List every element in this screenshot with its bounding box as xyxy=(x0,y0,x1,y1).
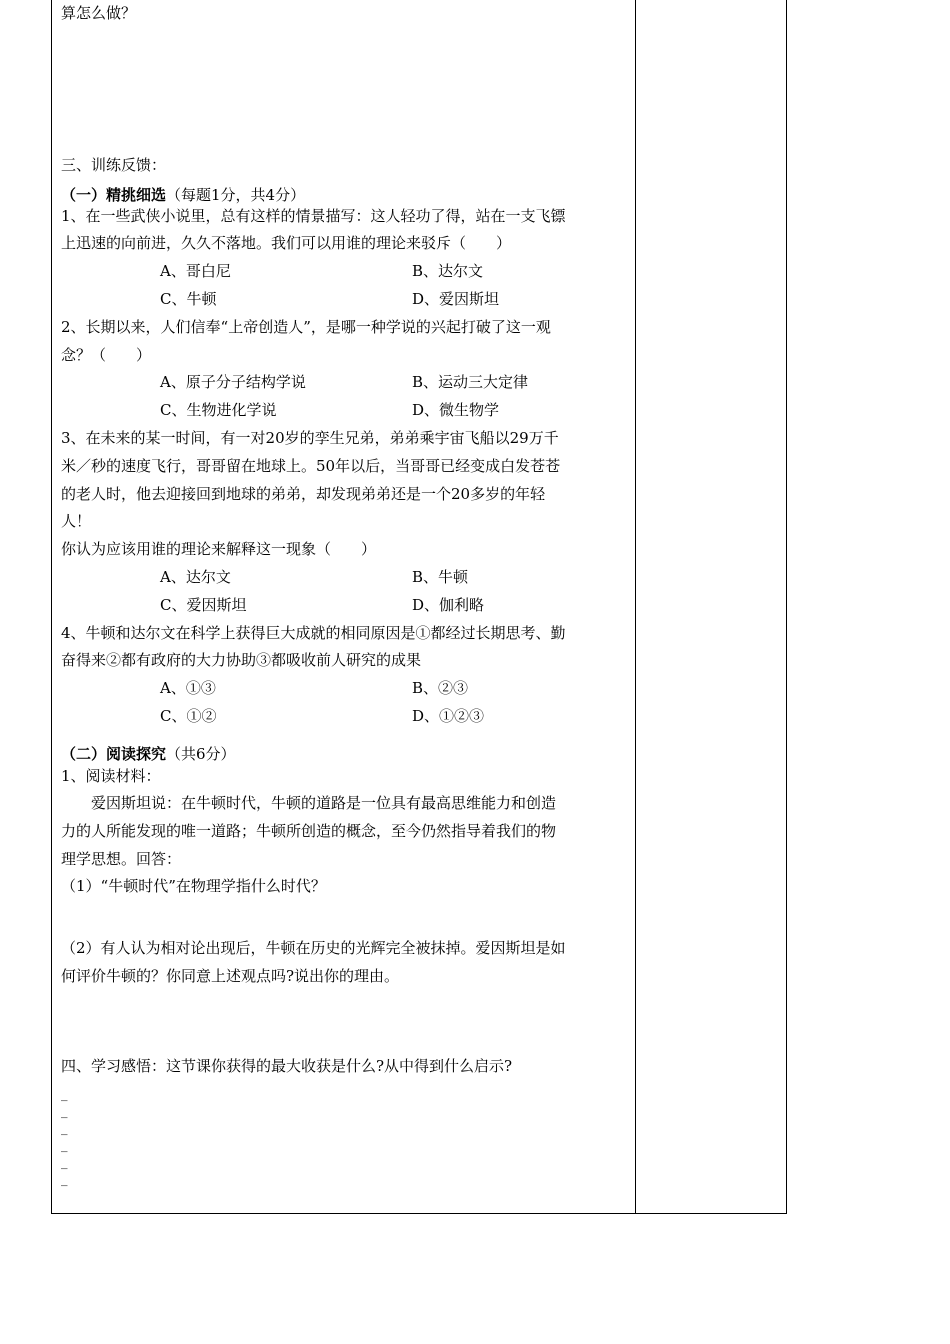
blank-mark: _ xyxy=(61,1138,68,1153)
part2-title: （二）阅读探究 xyxy=(61,745,167,763)
q1-line-1: 1、在一些武侠小说里，总有这样的情景描写：这人轻功了得，站在一支飞镖 xyxy=(61,207,566,225)
q3-option-a: A、达尔文 xyxy=(160,568,231,586)
q1-option-d: D、爱因斯坦 xyxy=(412,290,500,308)
q3-line-4: 人！ xyxy=(61,512,92,530)
part2-note: （共6分） xyxy=(166,745,236,763)
q2-option-b: B、运动三大定律 xyxy=(412,373,529,391)
reading-question-1: （1）“牛顿时代”在物理学指什么时代？ xyxy=(61,877,326,895)
section3-title: 三、训练反馈： xyxy=(61,156,167,174)
q2-option-c: C、生物进化学说 xyxy=(160,401,277,419)
blank-mark: _ xyxy=(61,1155,68,1170)
q3-line-1: 3、在未来的某一时间，有一对20岁的孪生兄弟，弟弟乘宇宙飞船以29万千 xyxy=(61,429,559,447)
q4-option-a: A、①③ xyxy=(160,679,216,697)
q2-line-1: 2、长期以来，人们信奉“上帝创造人”，是哪一种学说的兴起打破了这一观 xyxy=(61,318,551,336)
blank-mark: _ xyxy=(61,1172,68,1187)
q4-option-c: C、①② xyxy=(160,707,217,725)
q3-option-b: B、牛顿 xyxy=(412,568,469,586)
reading-question-2-line-2: 何评价牛顿的？你同意上述观点吗?说出你的理由。 xyxy=(61,967,400,985)
q1-option-b: B、达尔文 xyxy=(412,262,484,280)
column-divider xyxy=(635,0,636,1213)
q3-option-d: D、伽利略 xyxy=(412,596,485,614)
q2-option-d: D、微生物学 xyxy=(412,401,500,419)
q4-option-b: B、②③ xyxy=(412,679,469,697)
reading-question-2-line-1: （2）有人认为相对论出现后，牛顿在历史的光辉完全被抹掉。爱因斯坦是如 xyxy=(61,939,566,957)
q3-line-3: 的老人时，他去迎接回到地球的弟弟，却发现弟弟还是一个20多岁的年轻 xyxy=(61,485,546,503)
reading-line-3: 理学思想。回答： xyxy=(61,850,182,868)
q1-line-2: 上迅速的向前进，久久不落地。我们可以用谁的理论来驳斥（ ） xyxy=(61,234,512,252)
q4-option-d: D、①②③ xyxy=(412,707,485,725)
reading-line-1: 爱因斯坦说：在牛顿时代，牛顿的道路是一位具有最高思维能力和创造 xyxy=(61,794,557,812)
q3-line-2: 米／秒的速度飞行，哥哥留在地球上。50年以后，当哥哥已经变成白发苍苍 xyxy=(61,457,561,475)
part1-note: （每题1分，共4分） xyxy=(166,186,306,204)
q4-line-2: 奋得来②都有政府的大力协助③都吸收前人研究的成果 xyxy=(61,651,422,669)
q1-option-a: A、哥白尼 xyxy=(160,262,231,280)
intro-tail: 算怎么做？ xyxy=(61,4,137,22)
q4-line-1: 4、牛顿和达尔文在科学上获得巨大成就的相同原因是①都经过长期思考、勤 xyxy=(61,624,566,642)
section4-prompt: 四、学习感悟：这节课你获得的最大收获是什么?从中得到什么启示? xyxy=(61,1057,513,1075)
blank-mark: _ xyxy=(61,1087,68,1102)
part1-title: （一）精挑细选 xyxy=(61,186,167,204)
q1-option-c: C、牛顿 xyxy=(160,290,217,308)
q2-line-2: 念？（ ） xyxy=(61,346,152,364)
blank-mark: _ xyxy=(61,1104,68,1119)
part1-heading xyxy=(61,186,305,204)
reading-label: 1、阅读材料： xyxy=(61,767,161,785)
part2-heading xyxy=(61,745,236,763)
blank-mark: _ xyxy=(61,1121,68,1136)
q3-line-5: 你认为应该用谁的理论来解释这一现象（ ） xyxy=(61,540,377,558)
reading-line-2: 力的人所能发现的唯一道路；牛顿所创造的概念，至今仍然指导着我们的物 xyxy=(61,822,557,840)
q3-option-c: C、爱因斯坦 xyxy=(160,596,247,614)
q2-option-a: A、原子分子结构学说 xyxy=(160,373,306,391)
